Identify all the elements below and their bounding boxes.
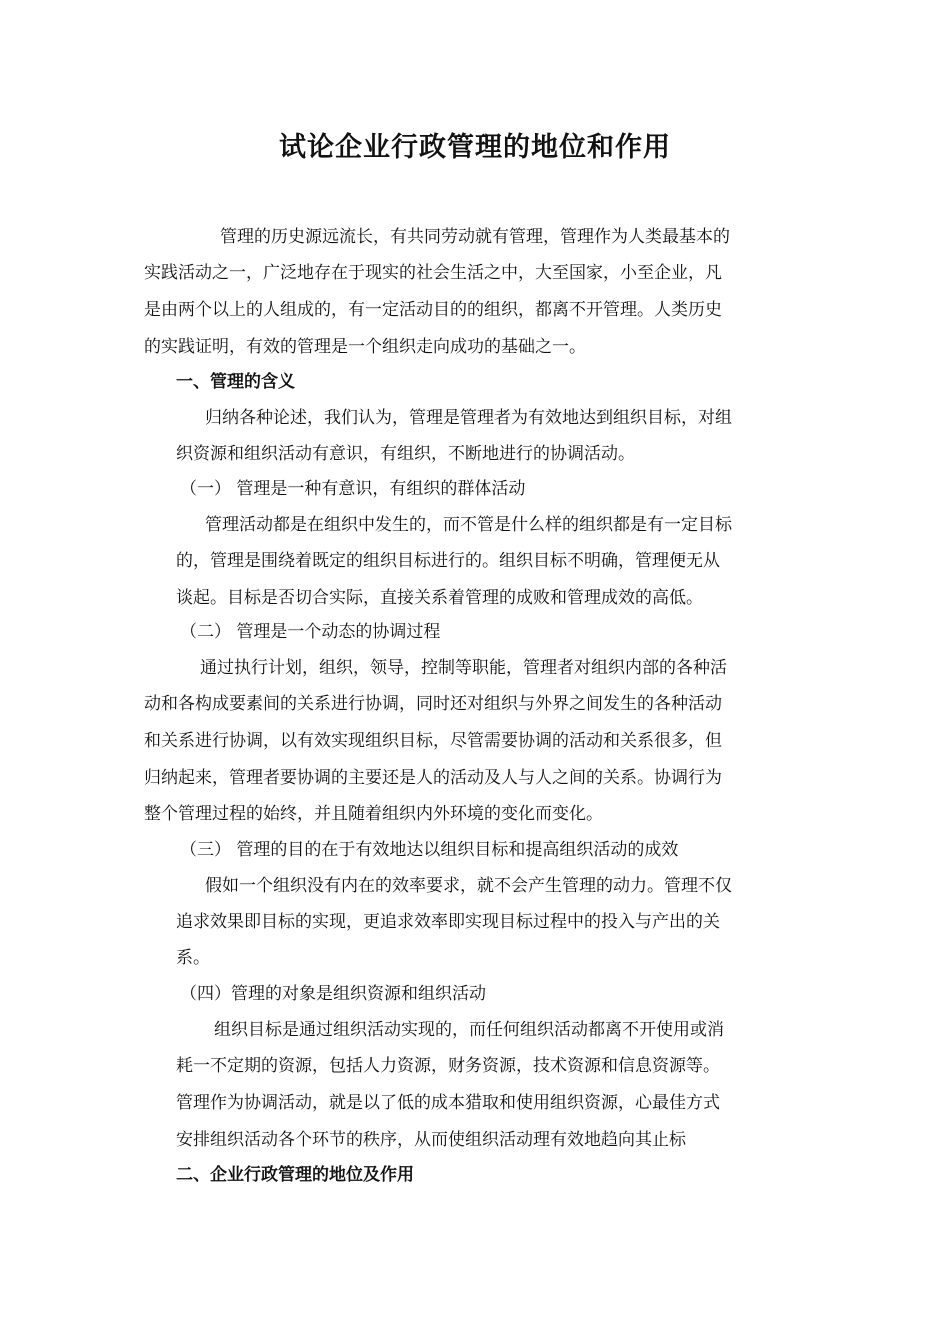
paragraph-line: 耗一不定期的资源，包括人力资源，财务资源，技术资源和信息资源等。 <box>176 1056 720 1076</box>
paragraph-line: 组织目标是通过组织活动实现的，而任何组织活动都离不开使用或消 <box>214 1020 724 1040</box>
subsection-heading: （二） 管理是一个动态的协调过程 <box>180 622 441 642</box>
paragraph-line: 假如一个组织没有内在的效率要求，就不会产生管理的动力。管理不仅 <box>205 876 732 896</box>
subsection-heading: （三） 管理的目的在于有效地达以组织目标和提高组织活动的成效 <box>180 840 679 860</box>
paragraph-line: 动和各构成要素间的关系进行协调，同时还对组织与外界之间发生的各种活动 <box>144 694 722 714</box>
paragraph-line: 管理活动都是在组织中发生的，而不管是什么样的组织都是有一定目标 <box>205 515 732 535</box>
paragraph-line: 追求效果即目标的实现，更追求效率即实现目标过程中的投入与产出的关 <box>176 912 720 932</box>
subsection-heading: （一） 管理是一种有意识，有组织的群体活动 <box>180 479 526 499</box>
intro-line: 的实践证明，有效的管理是一个组织走向成功的基础之一。 <box>144 337 586 357</box>
section-heading: 一、管理的含义 <box>176 372 295 392</box>
subsection-heading: （四）管理的对象是组织资源和组织活动 <box>180 984 486 1004</box>
paragraph-line: 系。 <box>176 948 210 968</box>
intro-line: 是由两个以上的人组成的，有一定活动目的的组织，都离不开管理。人类历史 <box>144 300 722 320</box>
intro-line: 管理的历史源远流长，有共同劳动就有管理，管理作为人类最基本的 <box>220 227 730 247</box>
intro-line: 实践活动之一，广泛地存在于现实的社会生活之中，大至国家，小至企业，凡 <box>144 263 722 283</box>
paragraph-line: 通过执行计划，组织，领导，控制等职能，管理者对组织内部的各种活 <box>200 658 727 678</box>
paragraph-line: 安排组织活动各个环节的秩序，从而使组织活动理有效地趋向其止标 <box>176 1130 686 1150</box>
paragraph-line: 的，管理是围绕着既定的组织目标进行的。组织目标不明确，管理便无从 <box>176 551 720 571</box>
paragraph-line: 管理作为协调活动，就是以了低的成本猎取和使用组织资源，心最佳方式 <box>176 1093 720 1113</box>
paragraph-line: 和关系进行协调，以有效实现组织目标，尽管需要协调的活动和关系很多，但 <box>144 731 722 751</box>
paragraph-line: 谈起。目标是否切合实际，直接关系着管理的成败和管理成效的高低。 <box>176 588 703 608</box>
definition-line: 归纳各种论述，我们认为，管理是管理者为有效地达到组织目标，对组 <box>205 408 732 428</box>
definition-line: 织资源和组织活动有意识，有组织，不断地进行的协调活动。 <box>176 444 635 464</box>
document-title: 试论企业行政管理的地位和作用 <box>279 132 671 163</box>
section-heading: 二、企业行政管理的地位及作用 <box>176 1165 414 1185</box>
paragraph-line: 整个管理过程的始终，并且随着组织内外环境的变化而变化。 <box>144 804 603 824</box>
paragraph-line: 归纳起来，管理者要协调的主要还是人的活动及人与人之间的关系。协调行为 <box>144 768 722 788</box>
